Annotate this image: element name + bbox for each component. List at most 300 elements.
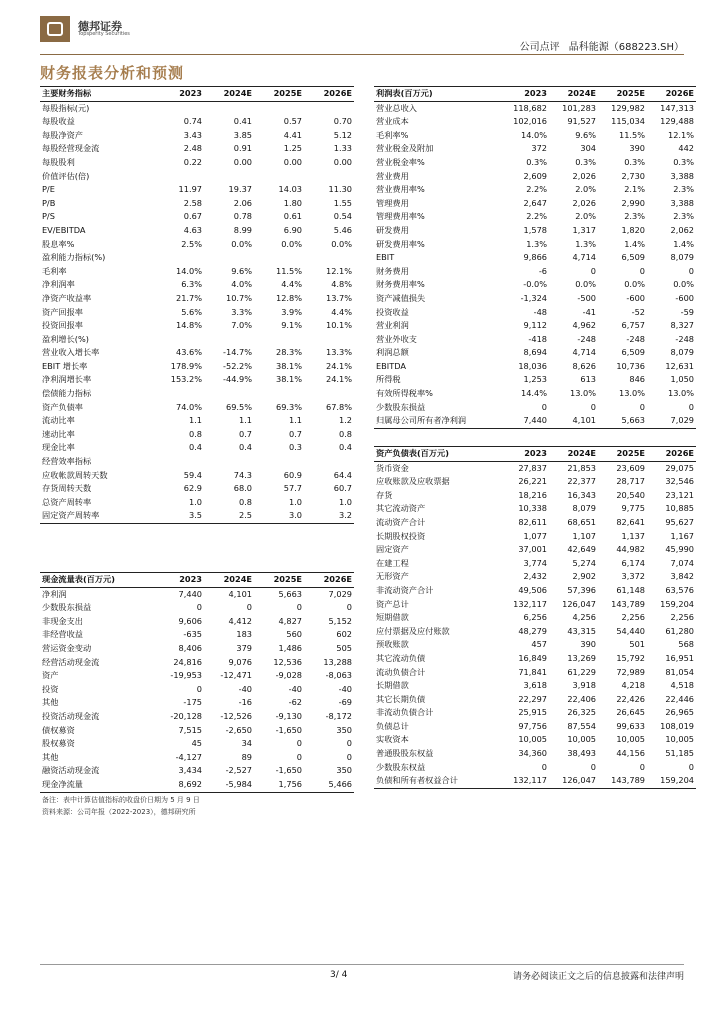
value-cell: 8.99 [233,224,252,235]
row-label: 利润总额 [376,347,409,358]
table-row [374,611,696,625]
value-cell: 8,406 [178,642,202,653]
value-cell: 34 [241,738,252,749]
value-cell: 0.8 [188,428,202,439]
table-row [40,251,354,265]
year-header: 2024E [204,573,254,588]
value-cell: 51,185 [665,748,694,759]
value-cell: -2,527 [225,765,252,776]
footer-divider [40,964,684,965]
table-row [374,129,696,143]
value-cell: 102,016 [513,116,547,127]
value-cell: 3.43 [183,129,202,140]
row-label: 经营活动现金流 [42,656,100,667]
value-cell: -14.7% [223,347,252,358]
value-cell: -175 [183,697,202,708]
value-cell: 6.3% [181,279,202,290]
table-row [40,292,354,306]
value-cell: 16,343 [567,489,596,500]
row-label: 每股经营现金流 [42,143,100,154]
value-cell [254,251,304,265]
row-label: P/S [42,211,55,222]
value-cell: 26,221 [518,476,547,487]
value-cell: 183 [236,629,252,640]
value-cell [304,387,354,401]
row-label: 营业总收入 [376,102,417,113]
row-label: 长期股权投资 [376,530,426,541]
table-row [374,598,696,612]
row-label: 净资产收益率 [42,292,92,303]
value-cell: 2,062 [670,224,694,235]
value-cell: 2,026 [572,170,596,181]
row-label: 少数股东损益 [42,602,92,613]
value-cell: 2,026 [572,197,596,208]
row-label: 资产总计 [376,598,409,609]
value-cell: 0 [639,401,645,412]
value-cell: 3.0 [254,509,304,523]
value-cell: 0.0% [673,279,694,290]
value-cell: -9,130 [275,710,302,721]
table-row [40,710,354,724]
row-label: 应付票据及应付账款 [376,625,450,636]
row-label: 盈利能力指标(%) [42,252,106,263]
value-cell: -62 [288,697,302,708]
value-cell: 24.1% [325,360,352,371]
row-label: 流动负债合计 [376,666,426,677]
table-row [374,638,696,652]
value-cell: 74.0% [175,401,202,412]
value-cell: 1.0 [188,496,202,507]
value-cell: 3,388 [670,197,694,208]
value-cell: 10,005 [665,734,694,745]
value-cell: -12,526 [220,710,252,721]
value-cell: -48 [533,306,547,317]
value-cell: 1.1 [288,415,302,426]
value-cell: 1,137 [621,530,645,541]
value-cell: 2.5% [181,238,202,249]
table-row [374,319,696,333]
row-label: 非流动负债合计 [376,707,434,718]
table-row [374,625,696,639]
value-cell: 126,047 [549,774,598,788]
value-cell: 2,730 [621,170,645,181]
value-cell: 8,327 [670,320,694,331]
value-cell: 0 [590,401,596,412]
row-label: 负债总计 [376,720,409,731]
logo-subtext: Topsperity Securities [78,31,130,37]
value-cell: 2.1% [624,184,645,195]
value-cell [304,101,354,115]
value-cell [254,170,304,184]
value-cell: 108,019 [660,720,694,731]
value-cell: 1.0 [338,496,352,507]
header-divider [40,54,684,55]
value-cell: 9,076 [228,656,252,667]
value-cell: 9,606 [178,615,202,626]
value-cell: 4,101 [549,414,598,428]
row-label: 存货周转天数 [42,483,92,494]
value-cell [254,455,304,469]
main-indicators-table [40,86,354,524]
value-cell: 2.48 [183,143,202,154]
value-cell: -12,471 [220,670,252,681]
value-cell: 4,714 [572,252,596,263]
row-label: 资产负债率 [42,401,83,412]
value-cell: -4,127 [175,751,202,762]
table-row [374,679,696,693]
row-label: EV/EBITDA [42,224,86,235]
row-label: 营业外收支 [376,333,417,344]
row-label: 净利润增长率 [42,374,92,385]
value-cell: 1.25 [283,143,302,154]
value-cell: 3.85 [233,129,252,140]
value-cell: 0 [590,265,596,276]
value-cell: 0 [688,265,694,276]
value-cell: 10,005 [567,734,596,745]
table-row [374,306,696,320]
report-type: 公司点评 [519,42,560,53]
table-row [40,346,354,360]
table-row [374,516,696,530]
table-row [374,693,696,707]
value-cell: 0.4 [338,442,352,453]
value-cell: 1.3% [526,238,547,249]
row-label: 其它长期负债 [376,693,426,704]
table-row [40,101,354,115]
value-cell: 9.1% [281,320,302,331]
value-cell [204,333,254,347]
value-cell: 44,982 [616,544,645,555]
value-cell: 87,554 [567,720,596,731]
table-row [374,401,696,415]
row-label: 毛利率 [42,265,67,276]
value-cell: -52 [631,306,645,317]
value-cell: 28,717 [616,476,645,487]
row-label: 毛利率% [376,129,409,140]
value-cell: 0.4 [188,442,202,453]
value-cell: 3,774 [523,557,547,568]
value-cell: 1,486 [278,642,302,653]
table-row [374,720,696,734]
row-label: 每股净资产 [42,129,83,140]
row-label: 营业利润 [376,320,409,331]
value-cell: 4,827 [278,615,302,626]
value-cell: 60.9 [283,469,302,480]
value-cell: 68.0 [233,483,252,494]
value-cell: 0.91 [233,143,252,154]
value-cell: 0.3% [575,156,596,167]
value-cell: 34,360 [518,748,547,759]
value-cell: 4.63 [183,224,202,235]
table-row [40,170,354,184]
value-cell: 457 [531,639,547,650]
table-row [374,373,696,387]
value-cell: 11.30 [328,184,352,195]
value-cell: -500 [577,292,596,303]
value-cell: 9.6% [575,129,596,140]
value-cell: 74.3 [233,469,252,480]
value-cell: 7,440 [178,588,202,599]
value-cell: 8,079 [670,347,694,358]
value-cell [154,387,204,401]
table-row [40,373,354,387]
table-header-row [40,87,354,102]
value-cell: 2.5 [204,509,254,523]
value-cell: 12.1% [667,129,694,140]
table-row [40,142,354,156]
value-cell: 0.74 [183,116,202,127]
value-cell: 9,866 [523,252,547,263]
row-label: 每股股利 [42,156,75,167]
value-cell: 0.0% [231,238,252,249]
row-label: 管理费用率% [376,211,425,222]
value-cell: -2,650 [225,724,252,735]
table-row [40,387,354,401]
value-cell: 7,440 [500,414,549,428]
report-header [514,38,684,53]
value-cell: 5.12 [333,129,352,140]
value-cell: 29,075 [665,462,694,473]
value-cell: 0.3% [526,156,547,167]
value-cell: 5.46 [333,224,352,235]
table-row [374,557,696,571]
row-label: 预收账款 [376,639,409,650]
value-cell: 0.41 [233,116,252,127]
table-row [374,733,696,747]
table-row [40,669,354,683]
row-label: 现金比率 [42,442,75,453]
table-row [40,278,354,292]
value-cell: 10.1% [325,320,352,331]
table-row [374,747,696,761]
value-cell: 38.1% [275,374,302,385]
value-cell: 3,372 [621,571,645,582]
row-label: P/B [42,197,56,208]
value-cell: 2.0% [575,211,596,222]
value-cell: 0 [296,751,302,762]
value-cell: -635 [183,629,202,640]
value-cell [154,333,204,347]
table-title: 利润表(百万元) [374,87,500,102]
company-name: 晶科能源（688223.SH） [568,42,684,53]
value-cell: 6,509 [621,252,645,263]
value-cell: -600 [626,292,645,303]
table-row [40,441,354,455]
value-cell: -19,953 [170,670,202,681]
value-cell: 2.58 [183,197,202,208]
value-cell: 118,682 [513,102,547,113]
value-cell [154,101,204,115]
value-cell: 9,112 [523,320,547,331]
value-cell: 2,256 [621,612,645,623]
value-cell: 2,647 [523,197,547,208]
value-cell [304,333,354,347]
table-row [40,319,354,333]
value-cell: 38.1% [275,360,302,371]
value-cell: 13.7% [325,292,352,303]
value-cell: 442 [678,143,694,154]
table-row [374,489,696,503]
value-cell: 0.54 [333,211,352,222]
value-cell: 28.3% [275,347,302,358]
table-row [40,129,354,143]
value-cell: 8,079 [572,503,596,514]
table-title: 资产负债表(百万元) [374,447,500,462]
value-cell: -52.2% [223,360,252,371]
value-cell: 379 [236,642,252,653]
row-label: 应收帐款周转天数 [42,469,108,480]
value-cell: 11.5% [618,129,645,140]
table-row [40,238,354,252]
table-title: 主要财务指标 [40,87,154,102]
value-cell: 49,506 [518,584,547,595]
value-cell: 4.8% [331,279,352,290]
row-label: 其他 [42,751,59,762]
value-cell: 0.00 [283,156,302,167]
value-cell: 2.3% [624,211,645,222]
value-cell: 1,578 [523,224,547,235]
value-cell: 62.9 [183,483,202,494]
value-cell: 97,756 [518,720,547,731]
value-cell: -69 [338,697,352,708]
value-cell: 12,631 [665,360,694,371]
value-cell [204,251,254,265]
value-cell: 1,050 [670,374,694,385]
value-cell: 0.00 [333,156,352,167]
value-cell: 48,279 [518,625,547,636]
table-row [374,570,696,584]
year-header: 2023 [500,447,549,462]
value-cell: 22,426 [616,693,645,704]
value-cell: 0.61 [283,211,302,222]
row-label: 流动资产合计 [376,516,426,527]
value-cell: 0.7 [288,428,302,439]
value-cell: 3,388 [670,170,694,181]
value-cell: 12.1% [325,265,352,276]
value-cell: 4,218 [621,680,645,691]
value-cell: 20,540 [616,489,645,500]
value-cell: 82,611 [518,516,547,527]
row-label: 投资活动现金流 [42,710,100,721]
value-cell: 6.90 [283,224,302,235]
value-cell: 11.97 [178,184,202,195]
value-cell: 61,229 [567,666,596,677]
row-label: 在建工程 [376,557,409,568]
value-cell: 6,509 [621,347,645,358]
table-row [40,156,354,170]
value-cell [254,387,304,401]
value-cell: 23,609 [616,462,645,473]
value-cell: 147,313 [660,102,694,113]
table-row [374,414,696,428]
page-number: 3/ 4 [330,970,348,980]
value-cell: 59.4 [183,469,202,480]
row-label: 每股收益 [42,116,75,127]
value-cell: 0 [196,683,202,694]
value-cell [154,455,204,469]
table-row [374,584,696,598]
table-header-row [374,447,696,462]
value-cell: 4,101 [228,588,252,599]
table-row [374,115,696,129]
value-cell: 153.2% [170,374,202,385]
value-cell: 1.55 [333,197,352,208]
table-row [40,210,354,224]
table-row [374,761,696,775]
value-cell: 13.0% [667,388,694,399]
table-row [374,502,696,516]
row-label: 存货 [376,489,393,500]
value-cell: 13.0% [618,388,645,399]
table-row [374,360,696,374]
value-cell: 3.3% [231,306,252,317]
value-cell: 38,493 [567,748,596,759]
row-label: 所得税 [376,374,401,385]
value-cell: 613 [580,374,596,385]
year-header: 2023 [154,573,204,588]
row-label: 少数股东损益 [376,401,426,412]
table-row [40,360,354,374]
value-cell: 1,077 [523,530,547,541]
value-cell: 60.7 [333,483,352,494]
value-cell: 0.3% [673,156,694,167]
value-cell: 2,990 [621,197,645,208]
value-cell: 8,079 [670,252,694,263]
value-cell: 12,536 [273,656,302,667]
row-label: 非现金支出 [42,615,83,626]
table-row [40,183,354,197]
row-label: 归属母公司所有者净利润 [374,414,500,428]
note-valuation-date: 备注：表中计算估值指标的收盘价日期为 5 月 9 日 [42,796,200,804]
value-cell: 23,121 [665,489,694,500]
value-cell: 0.8 [338,428,352,439]
value-cell: 24,816 [173,656,202,667]
value-cell: 1.4% [673,238,694,249]
table-row [40,642,354,656]
value-cell: 143,789 [611,598,645,609]
value-cell: 4,412 [228,615,252,626]
row-label: 财务费用 [376,265,409,276]
value-cell: 0 [246,602,252,613]
table-row [40,724,354,738]
row-label: 财务费用率% [376,279,425,290]
year-header: 2026E [304,87,354,102]
value-cell [204,101,254,115]
table-row [40,115,354,129]
value-cell: 26,645 [616,707,645,718]
row-label: 资产回报率 [42,306,83,317]
value-cell: 42,649 [567,544,596,555]
value-cell: 57,396 [567,584,596,595]
value-cell: 71,841 [518,666,547,677]
value-cell: 0.67 [183,211,202,222]
value-cell: 10,338 [518,503,547,514]
value-cell: 1.1 [188,415,202,426]
value-cell: 10,885 [665,503,694,514]
value-cell: 26,325 [567,707,596,718]
row-label: 债权募资 [42,724,75,735]
row-label: EBITDA [376,360,406,371]
table-row [40,587,354,601]
table-row [40,306,354,320]
value-cell: 26,965 [665,707,694,718]
row-label: 股权募资 [42,738,75,749]
value-cell: 10,736 [616,360,645,371]
value-cell: 12.8% [275,292,302,303]
table-header-row [374,87,696,102]
value-cell: 0 [639,761,645,772]
value-cell: 505 [336,642,352,653]
